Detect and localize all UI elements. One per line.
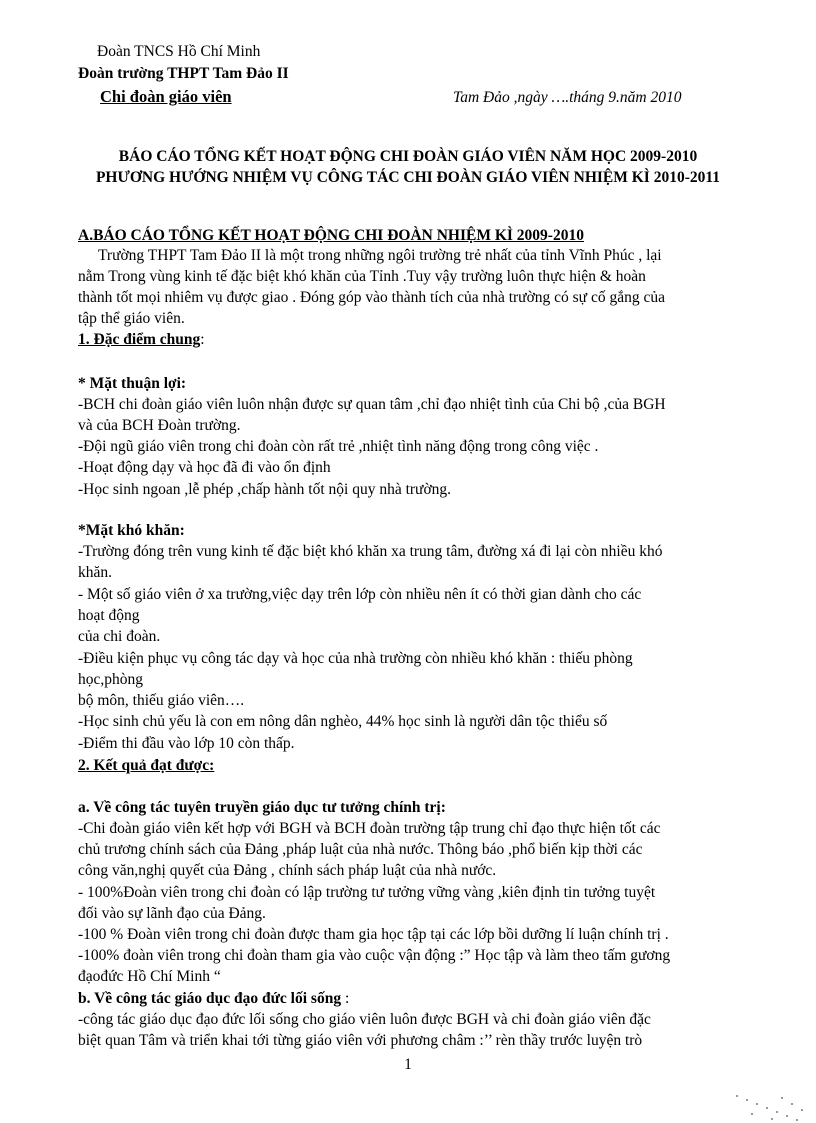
page-number: 1 [404, 1056, 412, 1073]
part2-a-line: - 100%Đoàn viên trong chi đoàn có lập trường tư tưởng vững vàng ,kiên định tin tưởng tuyệt [78, 884, 656, 901]
intro-line: nằm Trong vùng kinh tế đặc biệt khó khăn của Tỉnh .Tuy vậy trường luôn thực hiện & hoàn [78, 268, 646, 285]
part2-a-line: -Chi đoàn giáo viên kết hợp với BGH và BCH đoàn trường tập trung chỉ đạo thực hiện tốt các [78, 820, 661, 837]
difficulty-item: khăn. [78, 564, 113, 581]
part2-a-line: -100 % Đoàn viên trong chi đoàn được tham gia học tập tại các lớp bồi dưỡng lí luận chính trị . [78, 926, 669, 943]
part2-a-line: đối vào sự lãnh đạo của Đảng. [78, 905, 266, 922]
part2-a-line: đạođức Hồ Chí Minh “ [78, 968, 221, 985]
part2-a-heading: a. Về công tác tuyên truyền giáo dục tư tưởng chính trị: [78, 799, 446, 816]
part1-heading-row [78, 330, 205, 350]
part2-a-line: chủ trương chính sách của Đảng ,pháp luật của nhà nước. Thông báo ,phổ biến kịp thời các [78, 841, 643, 858]
intro-line: thành tốt mọi nhiêm vụ được giao . Đóng góp vào thành tích của nhà trường có sự cố gắng của [78, 289, 665, 306]
header-unit: Chi đoàn giáo viên [100, 87, 232, 106]
part2-a-line: công văn,nghị quyết của Đảng , chính sách pháp luật của nhà nước. [78, 862, 497, 879]
section-a-heading: A.BÁO CÁO TỔNG KẾT HOẠT ĐỘNG CHI ĐOÀN NHIỆM KÌ 2009-2010 [78, 227, 584, 244]
part2-b-line: -công tác giáo dục đạo đức lối sống cho giáo viên luôn được BGH và chi đoàn giáo viên đặc [78, 1011, 651, 1028]
advantage-item: -Đội ngũ giáo viên trong chi đoàn còn rất trẻ ,nhiệt tình năng động trong công việc . [78, 438, 599, 455]
difficulty-item: -Điều kiện phục vụ công tác dạy và học của nhà trường còn nhiều khó khăn : thiếu phòng [78, 650, 633, 667]
part1-heading: 1. Đặc điểm chung [78, 331, 201, 348]
difficulty-item: hoạt động [78, 607, 140, 624]
advantage-item: -Học sinh ngoan ,lễ phép ,chấp hành tốt nội quy nhà trường. [78, 481, 452, 498]
advantage-item: -Hoạt động dạy và học đã đi vào ổn định [78, 459, 331, 476]
part2-b-line: biệt quan Tâm và triển khai tới từng giáo viên với phương châm :’’ rèn thầy trước luyện trò [78, 1032, 643, 1049]
difficulty-item: -Trường đóng trên vung kinh tế đặc biệt khó khăn xa trung tâm, đường xá đi lại còn nhiều khó [78, 543, 663, 560]
part2-b-heading: b. Về công tác giáo dục đạo đức lối sống [78, 990, 342, 1007]
corner-dots-decoration [696, 1033, 816, 1123]
advantage-item: và của BCH Đoàn trường. [78, 417, 241, 434]
difficulty-item: -Học sinh chủ yếu là con em nông dân nghèo, 44% học sinh là người dân tộc thiểu số [78, 713, 608, 730]
advantages-heading: * Mặt thuận lợi: [78, 375, 187, 392]
difficulty-item: bộ môn, thiếu giáo viên…. [78, 692, 245, 709]
header-org: Đoàn TNCS Hồ Chí Minh [97, 43, 261, 60]
part2-b-heading-colon: : [341, 990, 350, 1007]
part2-b-heading-row [78, 989, 349, 1009]
part1-heading-colon: : [200, 331, 205, 348]
difficulty-item: của chi đoàn. [78, 628, 161, 645]
difficulty-item: -Điểm thi đầu vào lớp 10 còn thấp. [78, 735, 295, 752]
report-title-line1: BÁO CÁO TỔNG KẾT HOẠT ĐỘNG CHI ĐOÀN GIÁO VIÊN NĂM HỌC 2009-2010 [118, 148, 698, 165]
difficulties-heading: *Mặt khó khăn: [78, 522, 185, 539]
intro-line: Trường THPT Tam Đảo II là một trong những ngôi trường trẻ nhất của tỉnh Vĩnh Phúc , lại [98, 247, 662, 264]
header-date: Tam Đảo ,ngày ….tháng 9.năm 2010 [453, 89, 682, 106]
part2-a-line: -100% đoàn viên trong chi đoàn tham gia vào cuộc vận động :” Học tập và làm theo tấm gương [78, 947, 671, 964]
intro-line: tập thể giáo viên. [78, 310, 185, 327]
difficulty-item: - Một số giáo viên ở xa trường,việc dạy trên lớp còn nhiều nên ít có thời gian dành cho các [78, 586, 642, 603]
difficulty-item: học,phòng [78, 671, 144, 688]
header-school: Đoàn trường THPT Tam Đảo II [78, 65, 289, 82]
advantage-item: -BCH chi đoàn giáo viên luôn nhận được sự quan tâm ,chỉ đạo nhiệt tình của Chi bộ ,của BGH [78, 396, 666, 413]
report-title-line2: PHƯƠNG HƯỚNG NHIỆM VỤ CÔNG TÁC CHI ĐOÀN GIÁO VIÊN NHIỆM KÌ 2010-2011 [95, 169, 721, 186]
part2-heading: 2. Kết quả đạt được: [78, 757, 215, 774]
